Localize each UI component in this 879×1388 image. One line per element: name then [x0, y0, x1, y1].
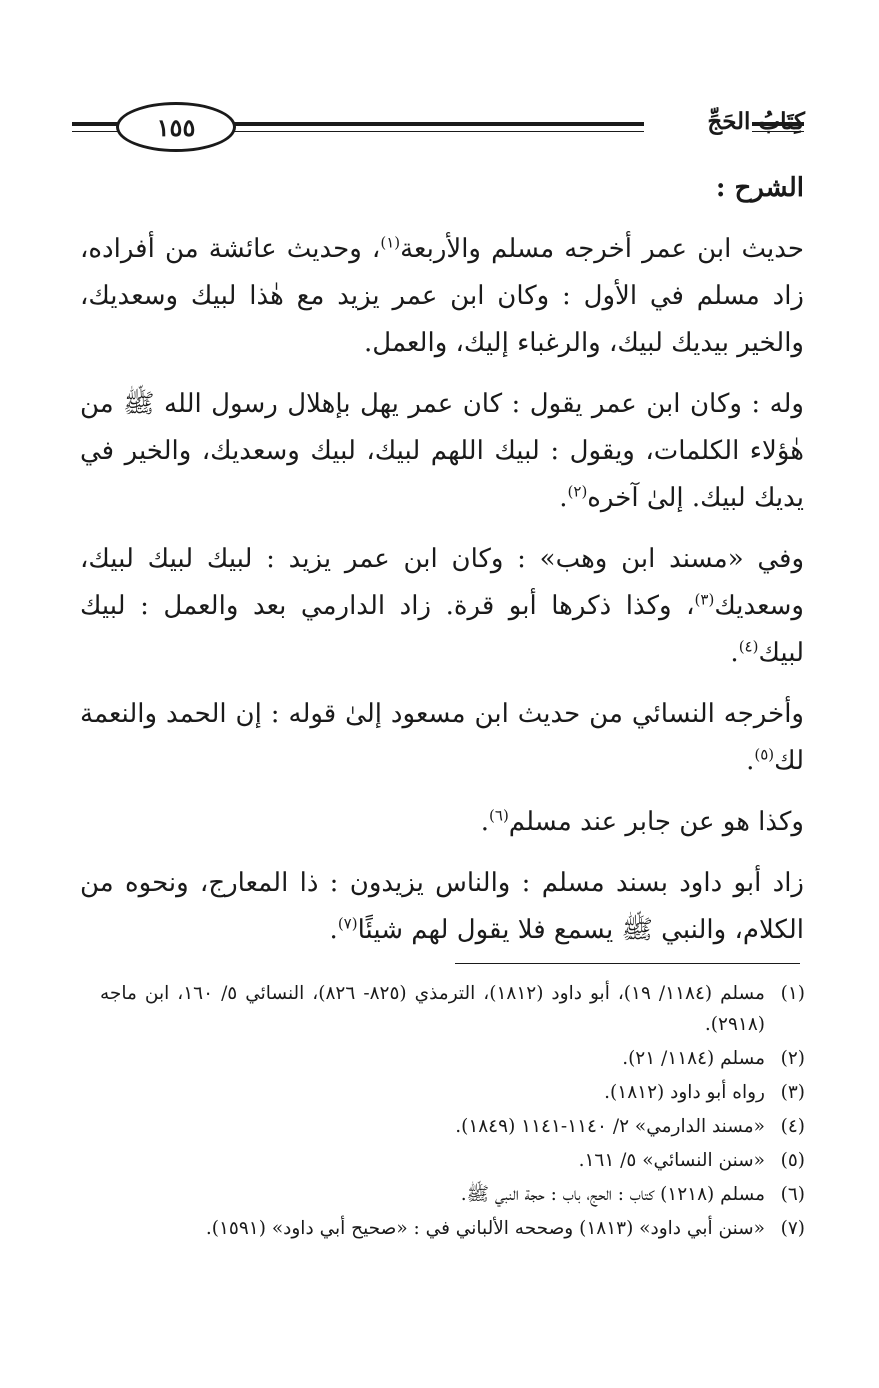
- footnotes-list: [100, 978, 805, 1247]
- footnote-ref[interactable]: (٧): [337, 914, 358, 933]
- header-rule-right-thin: [234, 131, 644, 132]
- footnote-text: «سنن النسائي» ٥/ ١٦١.: [578, 1150, 765, 1171]
- footnote-text: «مسند الدارمي» ٢/ ١١٤٠-١١٤١ (١٨٤٩).: [455, 1116, 765, 1137]
- footnote-ref[interactable]: (٣): [694, 590, 715, 609]
- footnote-number: (٤): [780, 1116, 805, 1137]
- commentary-body: [80, 165, 804, 968]
- footnote-item: [100, 1111, 805, 1142]
- header-rule-far-right-thick: [752, 122, 804, 126]
- footnote-ref[interactable]: (٤): [738, 637, 759, 656]
- footnote-number: (٣): [780, 1082, 805, 1103]
- footnote-number: (٥): [780, 1150, 805, 1171]
- header-rule-left-thick: [72, 122, 118, 126]
- paragraph-3: وفي «مسند ابن وهب» : وكان ابن عمر يزيد : لبيك لبيك لبيك، وسعديك$^{(٣)}$، وكذا ذكرها أبو قرة. زاد الدارمي بعد والعمل : لبيك لبيك$^{(٤)}$.: [80, 544, 804, 668]
- book-title: كِتَابُ الحَجِّ: [707, 108, 805, 135]
- footnote-text: «سنن أبي داود» (١٨١٣) وصححه الألباني في : «صحيح أبي داود» (١٥٩١).: [205, 1218, 765, 1239]
- footnote-text: مسلم (١١٨٤/ ٢١).: [622, 1048, 765, 1069]
- footnote-item: [100, 1043, 805, 1074]
- footnote-number: (٦): [780, 1184, 805, 1205]
- footnote-separator: [455, 963, 800, 964]
- paragraph-5: وكذا هو عن جابر عند مسلم$^{(٦)}$.: [480, 806, 804, 837]
- page-number-oval: [116, 102, 236, 152]
- footnote-text: مسلم (١١٨٤/ ١٩)، أبو داود (١٨١٢)، الترمذي (٨٢٥- ٨٢٦)، النسائي ٥/ ١٦٠، ابن ماجه (٢٩١٨).: [100, 983, 765, 1035]
- footnote-number: (٧): [780, 1218, 805, 1239]
- footnote-item: [100, 1145, 805, 1176]
- footnote-number: (١): [780, 983, 805, 1004]
- footnote-text: رواه أبو داود (١٨١٢).: [604, 1082, 765, 1103]
- header-rule-left-thin: [72, 131, 118, 132]
- running-header: [72, 98, 807, 158]
- header-rule-far-right-thin: [752, 131, 804, 132]
- paragraph-6: زاد أبو داود بسند مسلم : والناس يزيدون : ذا المعارج، ونحوه من الكلام، والنبي ﷺ يسمع فلا يقول لهم شيئًا$^{(٧)}$.: [80, 868, 804, 945]
- header-rule-right-thick: [234, 122, 644, 126]
- footnote-item: [100, 1213, 805, 1244]
- footnote-item: [100, 1077, 805, 1108]
- footnote-number: (٢): [780, 1048, 805, 1069]
- section-heading: الشرح :: [715, 173, 804, 203]
- footnote-ref[interactable]: (٢): [567, 482, 588, 501]
- page-number: ١٥٥: [156, 112, 196, 142]
- paragraph-2: وله : وكان ابن عمر يقول : كان عمر يهل بإهلال رسول الله ﷺ من هٰؤلاء الكلمات، ويقول : لبيك اللهم لبيك، لبيك وسعديك، والخير في يديك لبيك. إلىٰ آخره$^{(٢)}$.: [80, 389, 804, 513]
- footnote-text: مسلم (١٢١٨) كتاب : الحج، باب : حجة النبي ﷺ.: [460, 1184, 765, 1205]
- footnote-ref[interactable]: (٦): [489, 806, 509, 825]
- paragraph-1: حديث ابن عمر أخرجه مسلم والأربعة$^{(١)}$، وحديث عائشة من أفراده، زاد مسلم في الأول : وكان ابن عمر يزيد مع هٰذا لبيك وسعديك، والخير بيديك لبيك، والرغباء إليك، والعمل.: [80, 233, 804, 358]
- footnote-item: [100, 1179, 805, 1210]
- footnote-ref[interactable]: (١): [380, 233, 401, 252]
- footnote-ref[interactable]: (٥): [754, 745, 775, 764]
- paragraph-4: وأخرجه النسائي من حديث ابن مسعود إلىٰ قوله : إن الحمد والنعمة لك$^{(٥)}$.: [80, 699, 804, 776]
- footnote-item: [100, 978, 805, 1040]
